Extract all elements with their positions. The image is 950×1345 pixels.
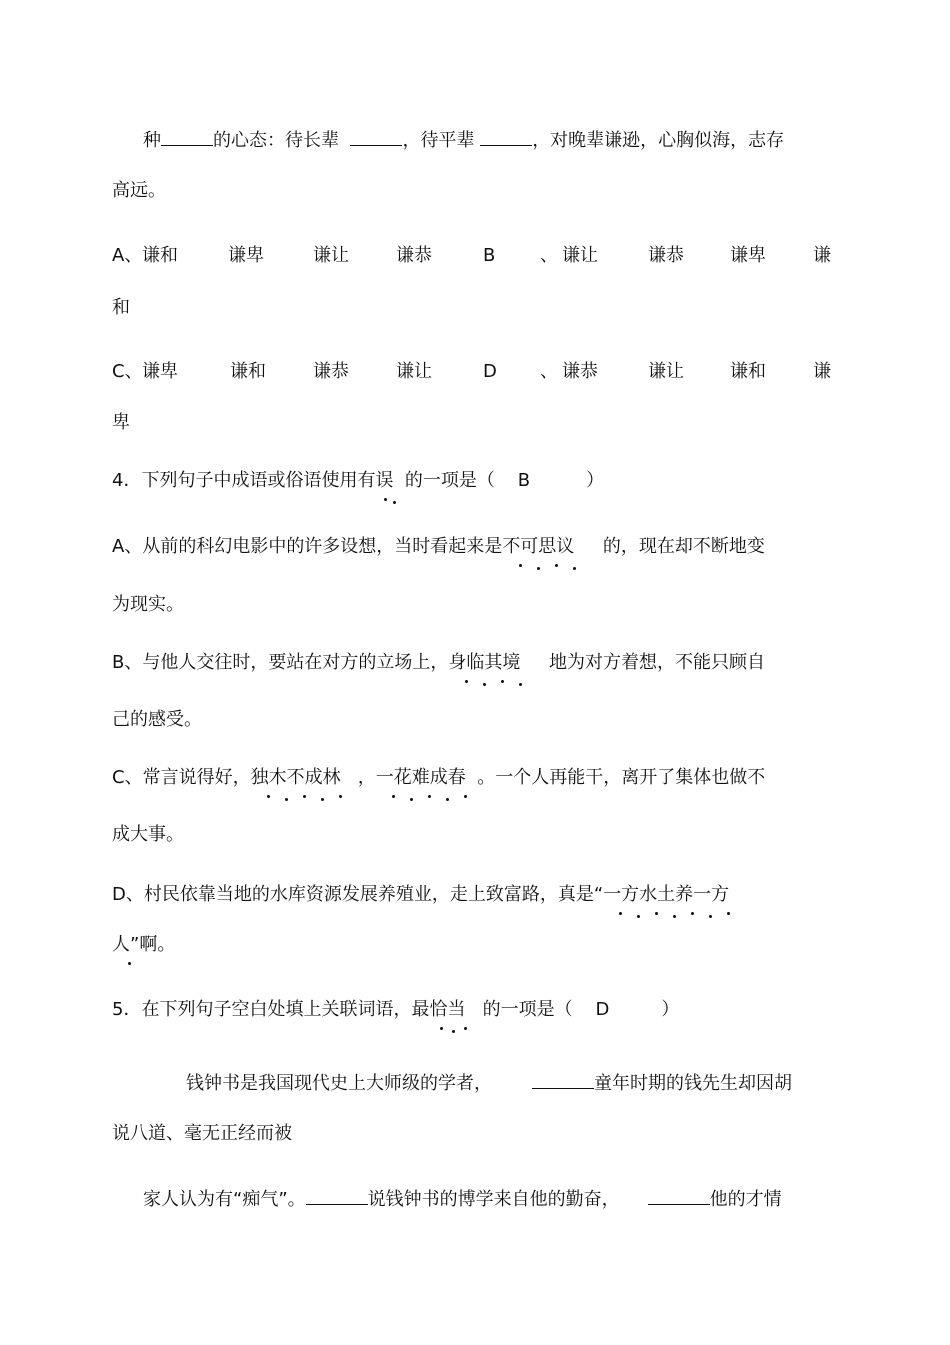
emphasis-dot <box>483 683 486 686</box>
text: 说八道、毫无正经而被 <box>112 1123 292 1144</box>
question-text: ） <box>586 470 605 491</box>
emphasis-dot <box>384 498 387 501</box>
text-line <box>143 1186 782 1213</box>
emphasis-dot <box>267 795 270 798</box>
emphasis-dot <box>727 912 730 915</box>
option-text: 谦 <box>813 361 831 382</box>
text: 的心态：待长辈 <box>213 130 339 151</box>
option-text: 谦恭 <box>648 245 684 266</box>
text: ，待平辈 <box>402 130 475 151</box>
emphasis-dot <box>555 564 558 567</box>
question-5 <box>112 997 679 1023</box>
emphasis-text: 一方水土养一方 <box>603 882 729 908</box>
option-text: 谦让 <box>396 361 432 382</box>
emphasis-dot <box>321 798 324 801</box>
emphasis-dot <box>339 795 342 798</box>
option-text: 谦和 <box>230 361 266 382</box>
answer-letter: D <box>595 999 610 1020</box>
text-line <box>112 1121 292 1147</box>
option-text: 谦和 <box>730 361 766 382</box>
text-line <box>112 592 184 618</box>
emphasis-text: 身临其境 <box>448 650 520 676</box>
emphasis-text: 恰当 <box>429 997 465 1023</box>
text: 卑 <box>112 412 130 433</box>
option-text: 谦恭 <box>562 361 598 382</box>
emphasis-dot <box>446 798 449 801</box>
emphasis-dot <box>655 912 658 915</box>
text: ，对晚辈谦逊，心胸似海，志存 <box>532 130 785 151</box>
option-c-label: C、 <box>112 361 143 382</box>
text: D、村民依靠当地的水库资源发展养殖业，走上致富路，真是“ <box>112 884 604 905</box>
text: A、从前的科幻电影中的许多设想，当时看起来是 <box>112 536 503 557</box>
emphasis-dot <box>519 683 522 686</box>
text: 他的才情 <box>709 1189 782 1210</box>
option-text: 、 <box>540 245 558 266</box>
option-text: 、 <box>540 361 558 382</box>
text: 童年时期的钱先生却因胡 <box>594 1073 792 1094</box>
text: 的，现在却不断地变 <box>602 536 765 557</box>
text: 地为对方着想，不能只顾自 <box>548 652 765 673</box>
text-line <box>112 932 175 958</box>
emphasis-text: 不可思议 <box>502 534 574 560</box>
emphasis-dot <box>303 795 306 798</box>
emphasis-text: 人 <box>112 932 130 958</box>
emphasis-dot <box>285 798 288 801</box>
text: C、常言说得好， <box>112 767 251 788</box>
text: ”啊。 <box>130 934 176 955</box>
emphasis-dot <box>573 567 576 570</box>
option-text: 谦恭 <box>313 361 349 382</box>
option-text: 谦卑 <box>228 245 264 266</box>
option-text: 谦恭 <box>396 245 432 266</box>
fill-blank <box>532 1070 594 1089</box>
fill-blank <box>480 127 532 146</box>
emphasis-dot <box>392 795 395 798</box>
text: 高远。 <box>112 180 166 201</box>
text-line <box>143 127 784 154</box>
option-text: 谦 <box>813 245 831 266</box>
emphasis-text: 独木不成林 <box>251 765 341 791</box>
text-line <box>112 765 765 791</box>
option-text: 谦卑 <box>730 245 766 266</box>
text-line <box>186 1070 792 1097</box>
text: 说钱钟书的博学来自他的勤奋， <box>367 1189 620 1210</box>
fill-blank <box>306 1186 368 1205</box>
option-text: 谦和 <box>142 245 178 266</box>
option-text: 谦让 <box>562 245 598 266</box>
option-text: 谦让 <box>648 361 684 382</box>
option-text: 谦让 <box>313 245 349 266</box>
text: 成大事。 <box>112 824 184 845</box>
fill-blank <box>648 1186 710 1205</box>
option-a-label: A、 <box>112 245 143 266</box>
emphasis-dot <box>128 962 131 965</box>
text-line <box>112 178 166 204</box>
emphasis-dot <box>537 567 540 570</box>
option-b-label: B <box>483 245 496 266</box>
text: ， <box>357 767 376 788</box>
text: 钱钟书是我国现代史上大师级的学者， <box>186 1073 492 1094</box>
text: 和 <box>112 297 130 318</box>
question-text: 4．下列句子中成语或俗语使用有 <box>112 470 376 491</box>
emphasis-dot <box>464 1027 467 1030</box>
emphasis-text: 误 <box>375 468 393 494</box>
text: 为现实。 <box>112 594 184 615</box>
option-d-label: D <box>483 361 497 382</box>
option-text: 谦卑 <box>142 361 178 382</box>
text: 家人认为有“痴气”。 <box>143 1189 306 1210</box>
question-text: 5．在下列句子空白处填上关联词语，最 <box>112 999 430 1020</box>
text-line <box>112 410 130 436</box>
question-4 <box>112 468 604 494</box>
fill-blank <box>350 127 402 146</box>
text-line <box>112 707 202 733</box>
emphasis-text: 一花难成春 <box>376 765 466 791</box>
question-text: ） <box>661 999 680 1020</box>
emphasis-dot <box>393 501 396 504</box>
emphasis-dot <box>452 1030 455 1033</box>
text-line <box>112 534 765 560</box>
text: B、与他人交往时，要站在对方的立场上， <box>112 652 449 673</box>
emphasis-dot <box>464 795 467 798</box>
text: 。一个人再能干，离开了集体也做不 <box>477 767 766 788</box>
emphasis-dot <box>440 1027 443 1030</box>
text-line <box>112 295 130 321</box>
emphasis-dot <box>709 915 712 918</box>
answer-letter: B <box>517 470 531 491</box>
text-line <box>112 822 184 848</box>
emphasis-dot <box>465 680 468 683</box>
emphasis-dot <box>519 564 522 567</box>
emphasis-dot <box>501 680 504 683</box>
text-line <box>112 650 765 676</box>
emphasis-dot <box>410 798 413 801</box>
emphasis-dot <box>673 915 676 918</box>
emphasis-dot <box>428 795 431 798</box>
question-text: 的一项是（ <box>482 999 573 1020</box>
emphasis-dot <box>691 912 694 915</box>
text: 种 <box>143 130 161 151</box>
fill-blank <box>161 127 213 146</box>
text-line <box>112 882 729 908</box>
question-text: 的一项是（ <box>404 470 495 491</box>
emphasis-dot <box>619 912 622 915</box>
emphasis-dot <box>637 915 640 918</box>
text: 己的感受。 <box>112 709 202 730</box>
